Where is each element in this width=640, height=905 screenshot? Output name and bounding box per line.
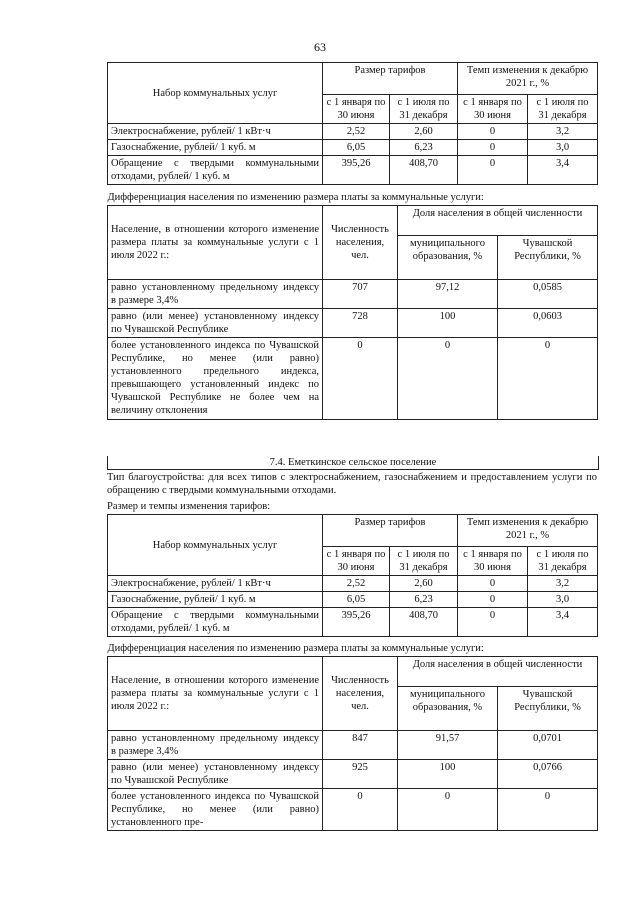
header-republic-share: Чувашской Республики, %: [498, 236, 598, 280]
municipal-share: 100: [398, 309, 498, 338]
population-group: равно (или менее) установленному индексу по Чувашской Республике: [108, 309, 323, 338]
population-count: 707: [323, 280, 398, 309]
change-value: 3,0: [528, 140, 598, 156]
tariff-value: 2,52: [323, 576, 390, 592]
table-row: [108, 760, 598, 789]
diff-table-1: [107, 191, 597, 420]
header-period: с 1 июля по 31 декабря: [390, 547, 458, 576]
tariff-table-2: [107, 514, 597, 637]
municipal-share: 100: [398, 760, 498, 789]
header-municipal-share: муниципального образования, %: [398, 236, 498, 280]
change-value: 0: [458, 592, 528, 608]
header-change-rate: Темп изменения к декабрю 2021 г., %: [458, 63, 598, 95]
tariff-value: 2,60: [390, 576, 458, 592]
header-period: с 1 июля по 31 декабря: [528, 547, 598, 576]
page-number: 63: [314, 40, 326, 54]
tariff-value: 395,26: [323, 156, 390, 185]
service-name: Электроснабжение, рублей/ 1 кВт·ч: [108, 124, 323, 140]
tariff-sizes-caption: Размер и темпы изменения тарифов:: [107, 501, 271, 512]
municipal-share: 97,12: [398, 280, 498, 309]
population-group: более установленного индекса по Чувашской Республике, но менее (или равно) установленного пре-: [108, 789, 323, 831]
change-value: 0: [458, 608, 528, 637]
tariff-value: 6,23: [390, 592, 458, 608]
population-count: 728: [323, 309, 398, 338]
header-population-share: Доля населения в общей численности: [398, 657, 598, 687]
municipal-share: 0: [398, 338, 498, 420]
header-population-count: Численность населения, чел.: [323, 657, 398, 731]
tariff-value: 6,05: [323, 140, 390, 156]
tariff-value: 395,26: [323, 608, 390, 637]
service-name: Газоснабжение, рублей/ 1 куб. м: [108, 592, 323, 608]
population-count: 847: [323, 731, 398, 760]
population-group: равно установленному предельному индексу в размере 3,4%: [108, 280, 323, 309]
tariff-value: 408,70: [390, 156, 458, 185]
header-period: с 1 января по 30 июня: [458, 95, 528, 124]
header-service: Набор коммунальных услуг: [108, 63, 323, 124]
tariff-value: 2,60: [390, 124, 458, 140]
header-period: с 1 января по 30 июня: [323, 547, 390, 576]
republic-share: 0,0701: [498, 731, 598, 760]
header-period: с 1 июля по 31 декабря: [390, 95, 458, 124]
change-value: 3,4: [528, 608, 598, 637]
republic-share: 0: [498, 338, 598, 420]
republic-share: 0,0603: [498, 309, 598, 338]
republic-share: 0,0585: [498, 280, 598, 309]
change-value: 3,4: [528, 156, 598, 185]
tariff-table-1: [107, 62, 597, 185]
header-period: с 1 июля по 31 декабря: [528, 95, 598, 124]
section-title: 7.4. Еметкинское сельское поселение: [107, 456, 599, 470]
municipal-share: 91,57: [398, 731, 498, 760]
table-row: [108, 156, 598, 185]
header-republic-share: Чувашской Республики, %: [498, 687, 598, 731]
diff-caption: Дифференциация населения по изменению размера платы за коммунальные услуги:: [108, 642, 598, 657]
change-value: 3,2: [528, 576, 598, 592]
population-count: 0: [323, 789, 398, 831]
table-row: [108, 731, 598, 760]
diff-caption: Дифференциация населения по изменению размера платы за коммунальные услуги:: [108, 191, 598, 206]
republic-share: 0,0766: [498, 760, 598, 789]
municipal-share: 0: [398, 789, 498, 831]
header-population-share: Доля населения в общей численности: [398, 206, 598, 236]
table-row: [108, 309, 598, 338]
tariff-value: 408,70: [390, 608, 458, 637]
header-population-group: Население, в отношении которого изменение размера платы за коммунальные услуги с 1 июля 2022 г.:: [108, 657, 323, 731]
population-count: 0: [323, 338, 398, 420]
population-group: равно установленному предельному индексу в размере 3,4%: [108, 731, 323, 760]
table-row: [108, 338, 598, 420]
change-value: 0: [458, 124, 528, 140]
service-name: Обращение с твердыми коммунальными отходами, рублей/ 1 куб. м: [108, 608, 323, 637]
tariff-value: 2,52: [323, 124, 390, 140]
change-value: 0: [458, 140, 528, 156]
service-name: Обращение с твердыми коммунальными отходами, рублей/ 1 куб. м: [108, 156, 323, 185]
population-group: равно (или менее) установленному индексу по Чувашской Республике: [108, 760, 323, 789]
header-period: с 1 января по 30 июня: [323, 95, 390, 124]
header-period: с 1 января по 30 июня: [458, 547, 528, 576]
header-service: Набор коммунальных услуг: [108, 515, 323, 576]
table-row: [108, 789, 598, 831]
table-row: [108, 124, 598, 140]
change-value: 3,0: [528, 592, 598, 608]
improvement-type-text: Тип благоустройства: для всех типов с электроснабжением, газоснабжением и предоставлением услуги по обращению с твердыми коммунальными отходами.: [107, 472, 597, 496]
tariff-value: 6,23: [390, 140, 458, 156]
change-value: 0: [458, 576, 528, 592]
table-row: [108, 280, 598, 309]
header-population-count: Численность населения, чел.: [323, 206, 398, 280]
service-name: Газоснабжение, рублей/ 1 куб. м: [108, 140, 323, 156]
change-value: 3,2: [528, 124, 598, 140]
table-row: [108, 140, 598, 156]
change-value: 0: [458, 156, 528, 185]
service-name: Электроснабжение, рублей/ 1 кВт·ч: [108, 576, 323, 592]
table-row: [108, 608, 598, 637]
diff-table-2: [107, 642, 597, 831]
table-row: [108, 592, 598, 608]
header-population-group: Население, в отношении которого изменение размера платы за коммунальные услуги с 1 июля 2022 г.:: [108, 206, 323, 280]
header-municipal-share: муниципального образования, %: [398, 687, 498, 731]
header-tariff-size: Размер тарифов: [323, 515, 458, 547]
republic-share: 0: [498, 789, 598, 831]
table-row: [108, 576, 598, 592]
header-change-rate: Темп изменения к декабрю 2021 г., %: [458, 515, 598, 547]
population-count: 925: [323, 760, 398, 789]
tariff-value: 6,05: [323, 592, 390, 608]
header-tariff-size: Размер тарифов: [323, 63, 458, 95]
population-group: более установленного индекса по Чувашской Республике, но менее (или равно) установленного предельного индекса, превышающего установленный индекс по Чувашской Республике не более чем на величину отклонения: [108, 338, 323, 420]
